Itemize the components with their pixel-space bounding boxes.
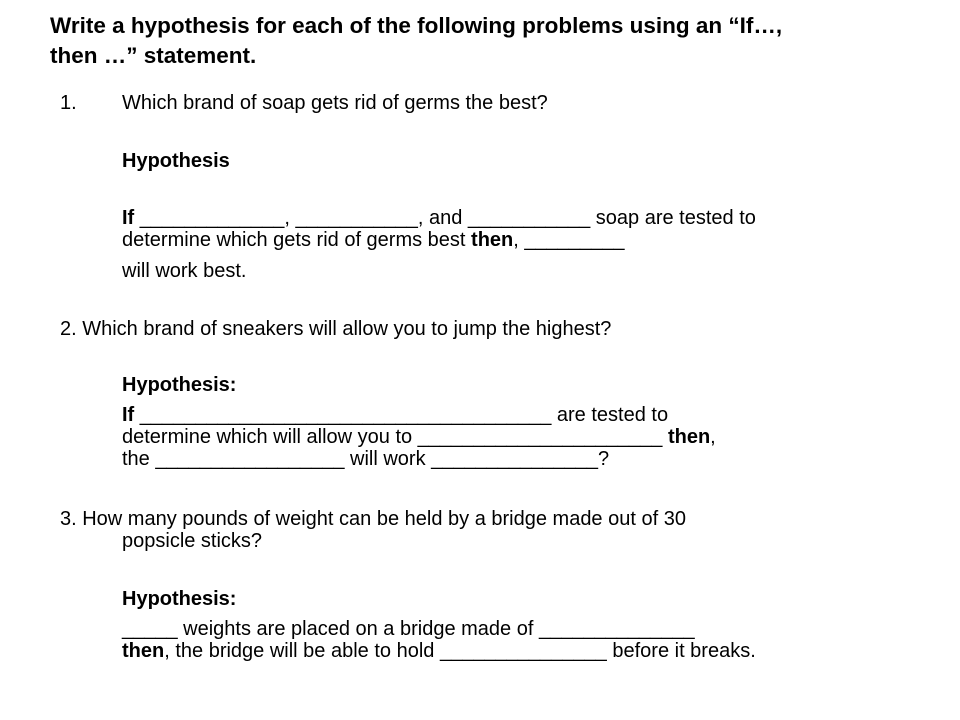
problem-3-line-2-text: , the bridge will be able to hold _______________ before it breaks. — [164, 640, 756, 662]
problem-2-line-2 — [122, 426, 716, 448]
problem-1-line-2-end: , _________ — [513, 229, 625, 251]
problem-1-line-2 — [122, 229, 756, 251]
problem-3-hypothesis-label: Hypothesis: — [122, 588, 237, 610]
problem-3-line-1: _____ weights are placed on a bridge made of ______________ — [122, 618, 695, 640]
problem-3-question-line-2: popsicle sticks? — [122, 530, 263, 552]
problem-2-hypothesis-label: Hypothesis: — [122, 374, 237, 396]
problem-1-number: 1. — [60, 92, 77, 114]
if-keyword: If — [122, 404, 135, 426]
then-keyword: then — [471, 229, 514, 251]
problem-3-question-line-1: 3. How many pounds of weight can be held by a bridge made out of 30 — [60, 508, 686, 530]
title-line-1: Write a hypothesis for each of the following problems using an “If…, — [50, 13, 783, 38]
problem-1-line-1-text: _____________, ___________, and ___________ soap are tested to — [134, 207, 756, 229]
problem-3-line-2 — [122, 640, 756, 662]
problem-1-line-2-start: determine which gets rid of germs best — [122, 229, 472, 251]
problem-1-line-1 — [122, 207, 756, 229]
then-keyword: then — [667, 426, 711, 448]
problem-1-line-3: will work best. — [122, 260, 247, 282]
problem-3-hypothesis-template — [122, 618, 756, 662]
title-line-2: then …” statement. — [50, 43, 257, 68]
problem-2-line-1-text: _____________________________________ are tested to — [134, 404, 669, 426]
then-keyword: then — [122, 640, 165, 662]
problem-3-question — [60, 508, 686, 552]
worksheet-title — [50, 11, 940, 71]
problem-1-hypothesis-label: Hypothesis — [122, 150, 230, 172]
if-keyword: If — [122, 207, 135, 229]
problem-2-line-1 — [122, 404, 716, 426]
problem-2-line-3: the _________________ will work _______________? — [122, 448, 610, 470]
problem-2-hypothesis-template — [122, 404, 716, 470]
problem-2-question: 2. Which brand of sneakers will allow you to jump the highest? — [60, 318, 612, 340]
problem-1-question: Which brand of soap gets rid of germs the best? — [122, 92, 548, 114]
problem-2-line-2-end: , — [710, 426, 716, 448]
problem-1-hypothesis-template — [122, 207, 756, 251]
problem-2-line-2-start: determine which will allow you to ______________________ — [122, 426, 668, 448]
